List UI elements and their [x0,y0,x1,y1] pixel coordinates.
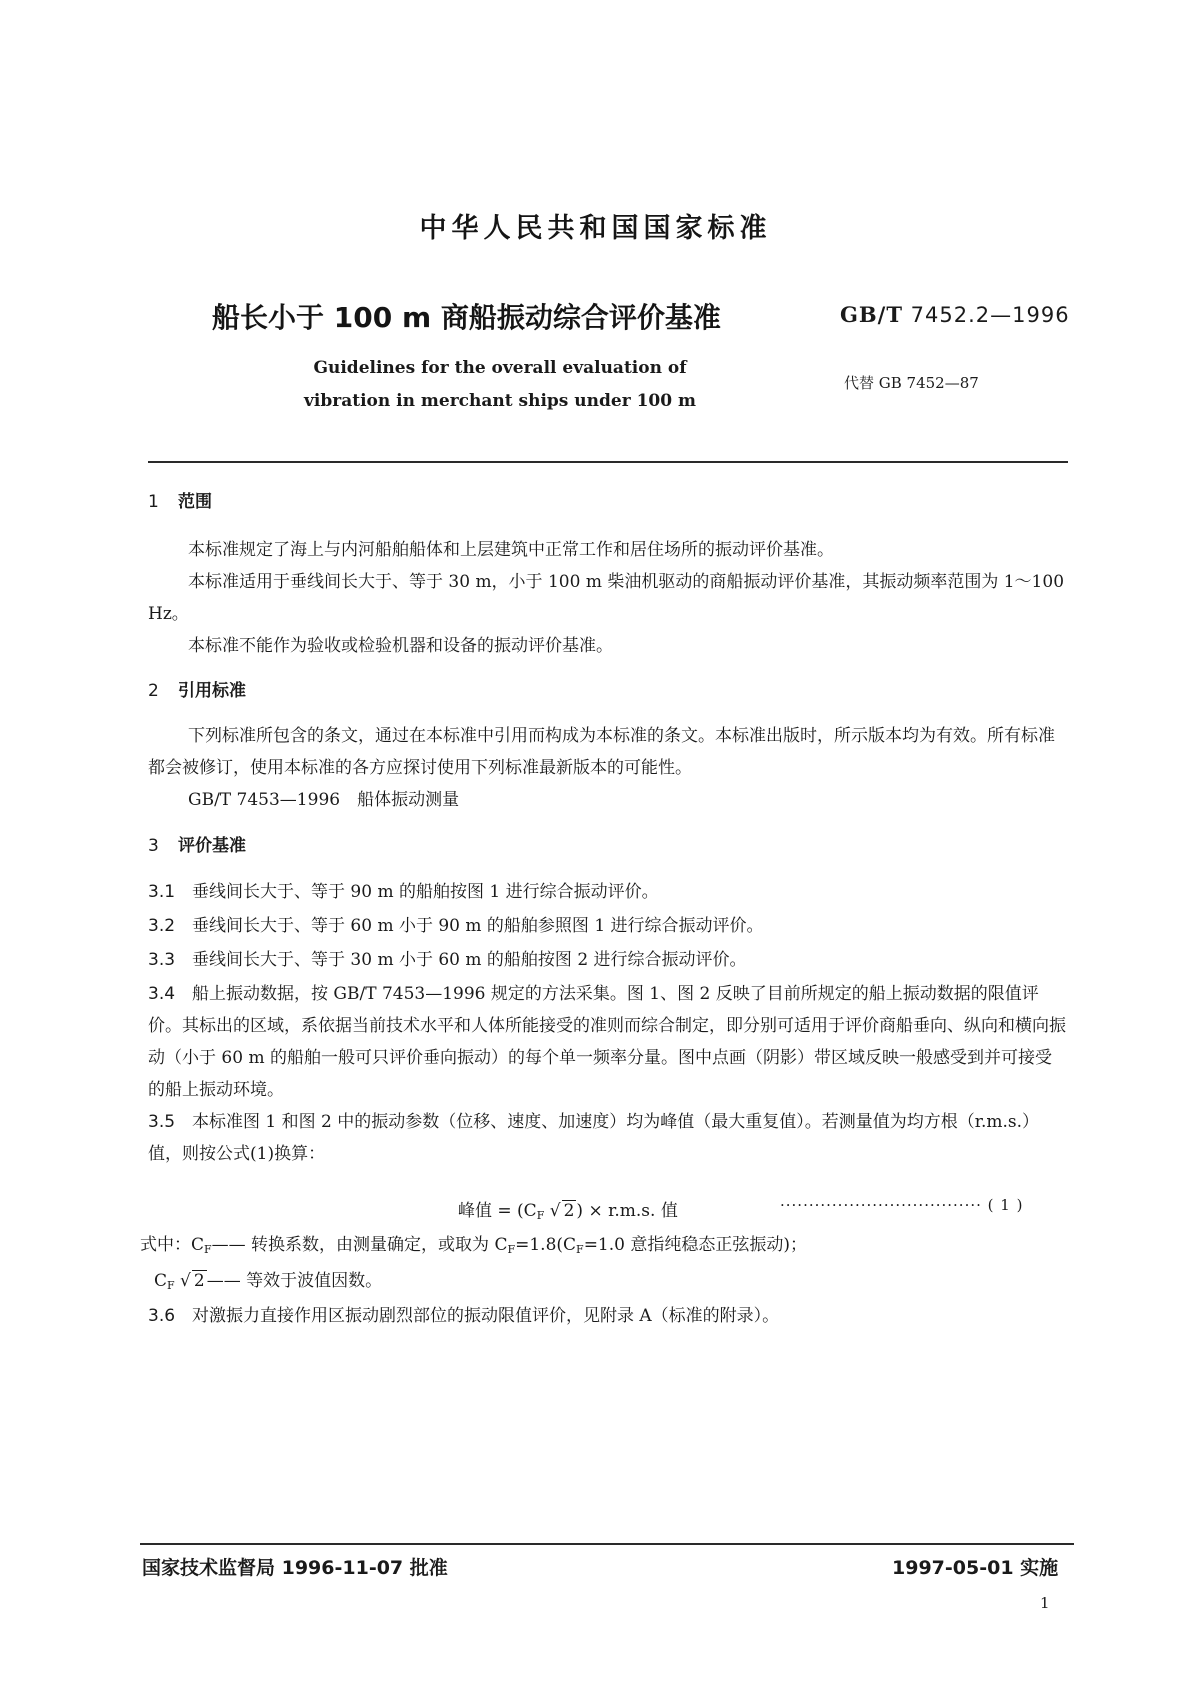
replaces-note: 代替 GB 7452—87 [844,374,979,392]
where-1-sub3: F [576,1243,584,1256]
clause-3-1 [148,876,1068,908]
clause-3-2 [148,910,1068,942]
clause-3-6-text: 对激振力直接作用区振动剧烈部位的振动限值评价，见附录 A（标准的附录）。 [192,1306,780,1326]
title-en-line-2: vibration in merchant ships under 100 m [304,391,696,411]
clause-3-4-text: 船上振动数据，按 GB/T 7453—1996 规定的方法采集。图 1、图 2 反映了目前所规定的船上振动数据的限值评价。其标出的区域，系依据当前技术水平和人体所能接受的准则而综合制定，即分别可适用于评价商船垂向、纵向和横向振动（小于 60 m 的船舶一般可只评价垂向振动）的每个单一频率分量。图中点画（阴影）带区域反映一般感受到并可接受的船上振动环境。 [148,984,1066,1100]
clause-3-5-number: 3.5 [148,1112,176,1132]
clause-3-2-text: 垂线间长大于、等于 60 m 小于 90 m 的船舶参照图 1 进行综合振动评价。 [192,916,764,936]
effective-date: 1997-05-01 实施 [892,1557,1059,1579]
section-3-number: 3 [148,836,159,856]
clause-3-3 [148,944,1068,976]
country-standard-heading: 中华人民共和国国家标准 [419,213,772,244]
where-1-b: —— 转换系数，由测量确定，或取为 C [211,1235,508,1255]
formula-lhs: 峰值 = (C [458,1201,537,1221]
section-3-title: 评价基准 [178,836,246,856]
header-divider [148,461,1068,463]
clause-3-6 [148,1300,1068,1332]
section-1-paragraph-2: 本标准适用于垂线间长大于、等于 30 m，小于 100 m 柴油机驱动的商船振动评价基准，其振动频率范围为 1～100 Hz。 [148,572,1065,624]
where-2-a: C [154,1271,168,1291]
section-1-paragraph-1: 本标准规定了海上与内河船舶船体和上层建筑中正常工作和居住场所的振动评价基准。 [188,540,834,560]
standard-number [840,302,1070,327]
clause-3-4 [148,978,1068,1106]
clause-3-3-number: 3.3 [148,950,176,970]
where-1-c: =1.8(C [515,1235,577,1255]
document-title-cn: 船长小于 100 m 商船振动综合评价基准 [212,301,721,334]
section-1-number: 1 [148,492,159,512]
formula-subscript: F [536,1209,545,1222]
section-1-title: 范围 [178,492,212,512]
section-3-heading [148,831,246,856]
title-en-line-1: Guidelines for the overall evaluation of [313,358,687,378]
standard-code: 7452.2—1996 [902,303,1070,327]
clause-3-6-number: 3.6 [148,1306,176,1326]
where-1-sub: F [204,1243,212,1256]
formula-1: 峰值 = ($C_F$ √ 2 ) × r.m.s. 值 [458,1201,678,1222]
clause-3-3-text: 垂线间长大于、等于 30 m 小于 60 m 的船舶按图 2 进行综合振动评价。 [192,950,747,970]
section-2-title: 引用标准 [178,681,246,701]
clause-3-1-text: 垂线间长大于、等于 90 m 的船舶按图 1 进行综合振动评价。 [192,882,659,902]
formula-leader [780,1196,1023,1214]
page-number: 1 [1040,1594,1050,1612]
clause-3-4-number: 3.4 [148,984,176,1004]
where-1-sub2: F [507,1243,516,1256]
clause-3-1-number: 3.1 [148,882,176,902]
formula-dots: ··································· [780,1196,982,1214]
where-2-b: —— 等效于波值因数。 [206,1271,383,1291]
section-1-heading [148,487,212,512]
approval-line: 国家技术监督局 1996-11-07 批准 [142,1557,448,1579]
section-2-number: 2 [148,681,159,701]
where-2-sqrt-arg: 2 [193,1271,205,1291]
standard-prefix: GB/T [840,302,903,327]
section-2-paragraph-1: 下列标准所包含的条文，通过在本标准中引用而构成为本标准的条文。本标准出版时，所示版本均为有效。所有标准都会被修订，使用本标准的各方应探讨使用下列标准最新版本的可能性。 [148,726,1055,778]
section-2-reference: GB/T 7453—1996 船体振动测量 [188,790,460,810]
document-title-en [300,352,700,418]
formula-number: ( 1 ) [987,1196,1024,1214]
formula-sqrt-arg: 2 [563,1201,575,1221]
section-2-heading [148,676,246,701]
clause-3-5-text: 本标准图 1 和图 2 中的振动参数（位移、速度、加速度）均为峰值（最大重复值）。若测量值为均方根（r.m.s.）值，则按公式(1)换算： [148,1112,1040,1164]
footer-divider [140,1543,1074,1545]
formula-where-2: $C_F$ √ 2 —— 等效于波值因数。 [154,1271,383,1292]
formula-where-1 [140,1230,807,1256]
where-1-a: 式中：C [140,1235,205,1255]
where-2-sub: F [167,1279,175,1292]
section-1-paragraph-3: 本标准不能作为验收或检验机器和设备的振动评价基准。 [188,636,613,656]
formula-rhs: ) × r.m.s. 值 [576,1201,678,1221]
where-1-d: =1.0 意指纯稳态正弦振动)； [583,1235,808,1255]
clause-3-5 [148,1106,1068,1170]
clause-3-2-number: 3.2 [148,916,176,936]
